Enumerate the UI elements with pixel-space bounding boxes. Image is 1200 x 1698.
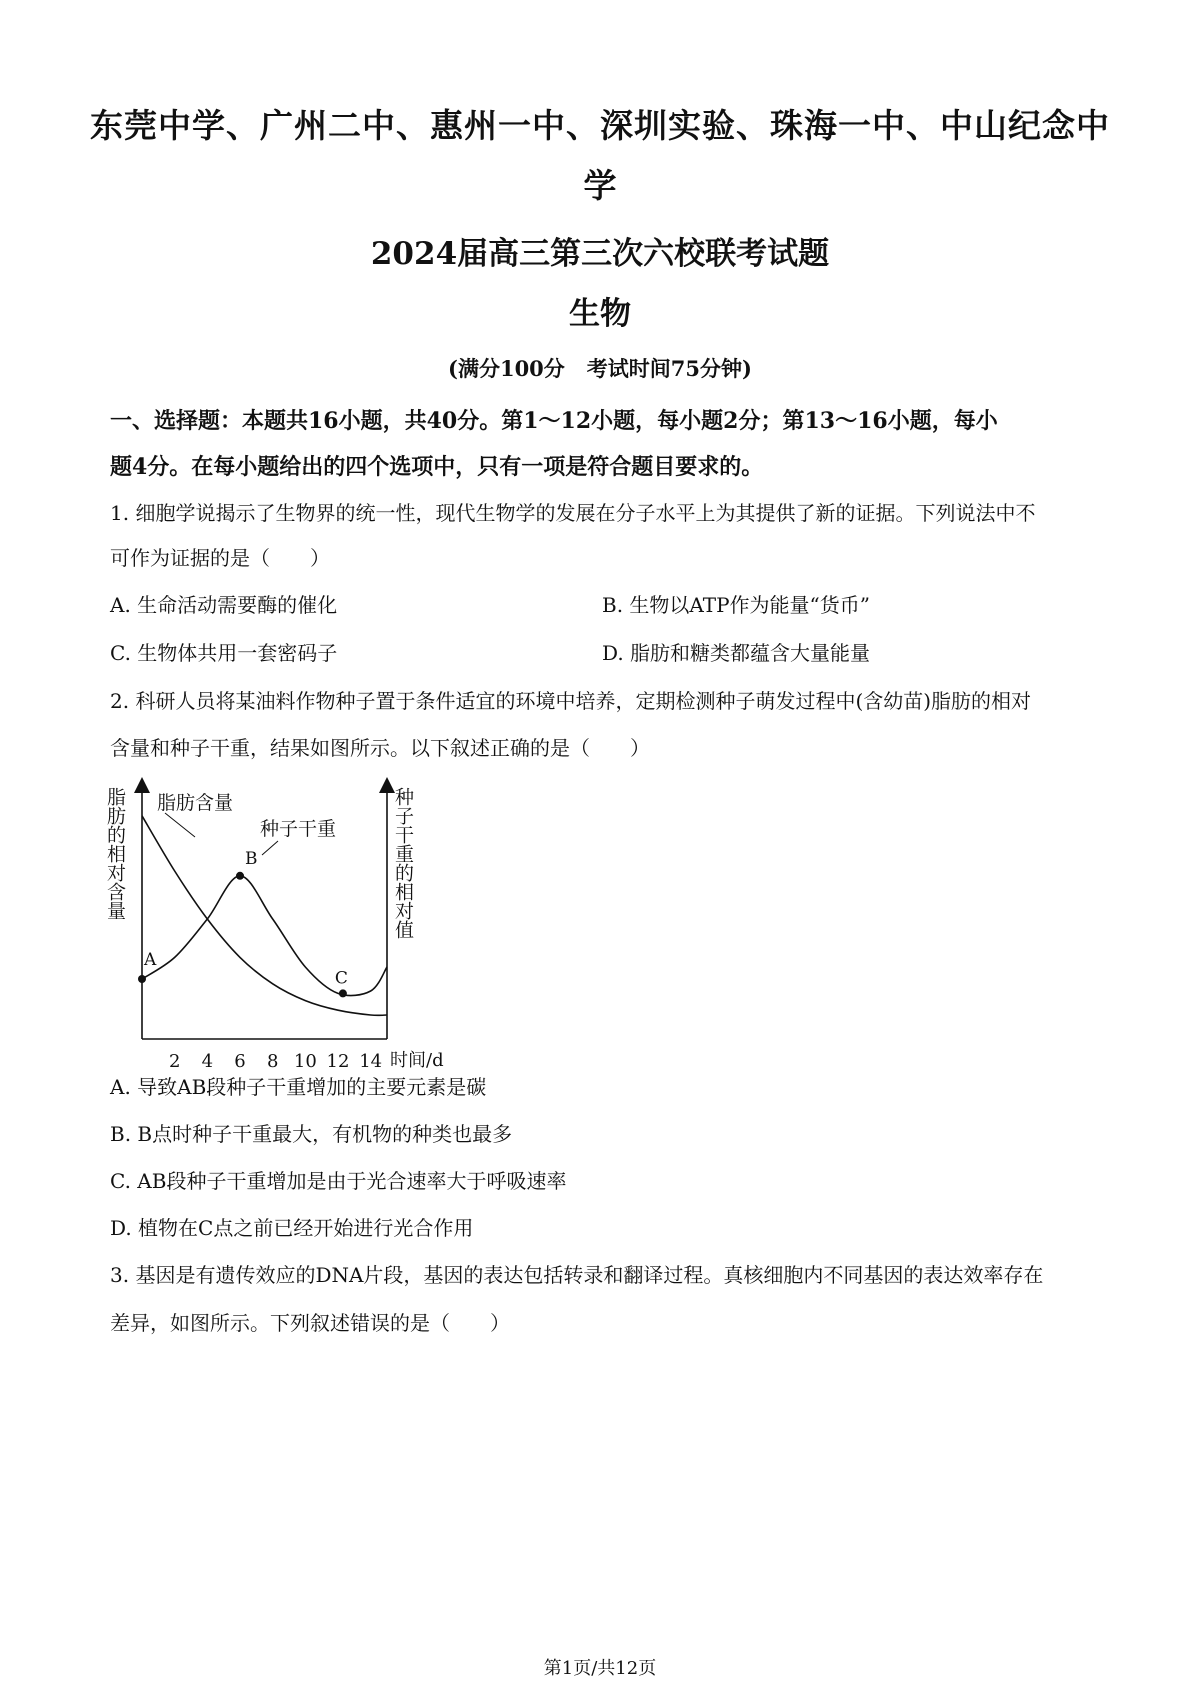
section-heading-line1: 一、选择题：本题共16小题，共40分。第1～12小题，每小题2分；第13～16小题，每小 bbox=[110, 408, 998, 434]
point-a bbox=[138, 975, 146, 983]
right-axis-label: 种子干重的相对值 bbox=[392, 787, 414, 939]
point-label-b: B bbox=[245, 848, 258, 869]
dry-label-leader bbox=[262, 841, 278, 855]
q2-stem-line1: 2. 科研人员将某油料作物种子置于条件适宜的环境中培养，定期检测种子萌发过程中(含幼苗)脂肪的相对 bbox=[110, 689, 1032, 713]
exam-title-schools: 东莞中学、广州二中、惠州一中、深圳实验、珠海一中、中山纪念中 bbox=[90, 106, 1110, 145]
point-label-c: C bbox=[334, 968, 348, 989]
q2-option-d[interactable]: D. 植物在C点之前已经开始进行光合作用 bbox=[110, 1216, 474, 1240]
q1-option-c[interactable]: C. 生物体共用一套密码子 bbox=[110, 641, 338, 665]
fat-content-line bbox=[142, 816, 387, 1016]
fat-series-label: 脂肪含量 bbox=[157, 792, 234, 814]
x-tick-label: 6 bbox=[234, 1051, 246, 1072]
score-info: (满分100分 bbox=[448, 356, 565, 381]
q1-option-d[interactable]: D. 脂肪和糖类都蕴含大量能量 bbox=[602, 641, 871, 665]
q1-option-a[interactable]: A. 生命活动需要酶的催化 bbox=[110, 593, 338, 617]
exam-title: 2024届高三第三次六校联考试题 bbox=[370, 236, 830, 272]
x-tick-label: 2 bbox=[168, 1051, 181, 1072]
x-tick-label: 12 bbox=[326, 1051, 350, 1072]
page-footer: 第1页/共12页 bbox=[543, 1658, 657, 1679]
q2-option-b[interactable]: B. B点时种子干重最大，有机物的种类也最多 bbox=[110, 1122, 513, 1146]
x-axis-label: 时间/d bbox=[390, 1050, 444, 1071]
q2-option-a[interactable]: A. 导致AB段种子干重增加的主要元素是碳 bbox=[110, 1075, 487, 1099]
x-tick-label: 14 bbox=[359, 1051, 383, 1072]
x-tick-labels bbox=[169, 1051, 382, 1072]
subject-title: 生物 bbox=[569, 296, 631, 332]
x-tick-label: 4 bbox=[201, 1051, 214, 1072]
time-info: 考试时间75分钟) bbox=[586, 356, 752, 381]
exam-info bbox=[0, 353, 1200, 383]
q3-stem-line2: 差异，如图所示。下列叙述错误的是（ ） bbox=[110, 1311, 510, 1335]
fat-label-leader bbox=[165, 813, 195, 837]
q3-stem-line1: 3. 基因是有遗传效应的DNA片段，基因的表达包括转录和翻译过程。真核细胞内不同基因的表达效率存在 bbox=[110, 1263, 1044, 1287]
point-b bbox=[236, 872, 244, 880]
x-tick-label: 10 bbox=[293, 1051, 317, 1072]
point-c bbox=[339, 989, 347, 997]
exam-title-schools-cont: 学 bbox=[583, 166, 617, 205]
q1-stem-line1: 1. 细胞学说揭示了生物界的统一性，现代生物学的发展在分子水平上为其提供了新的证据。下列说法中不 bbox=[110, 501, 1036, 525]
section-heading-line2: 题4分。在每小题给出的四个选项中，只有一项是符合题目要求的。 bbox=[110, 454, 764, 480]
x-tick-label: 8 bbox=[266, 1051, 279, 1072]
q2-stem-line2: 含量和种子干重，结果如图所示。以下叙述正确的是（ ） bbox=[110, 736, 650, 760]
seed-germination-chart bbox=[104, 775, 444, 1075]
q1-stem-line2: 可作为证据的是（ ） bbox=[110, 546, 330, 570]
point-label-a: A bbox=[144, 950, 157, 970]
dry-series-label: 种子干重 bbox=[260, 818, 337, 840]
q1-option-b[interactable]: B. 生物以ATP作为能量“货币” bbox=[602, 593, 871, 617]
marked-points bbox=[138, 849, 348, 998]
left-axis-label: 脂肪的相对含量 bbox=[104, 787, 126, 920]
q2-option-c[interactable]: C. AB段种子干重增加是由于光合速率大于呼吸速率 bbox=[110, 1169, 567, 1193]
